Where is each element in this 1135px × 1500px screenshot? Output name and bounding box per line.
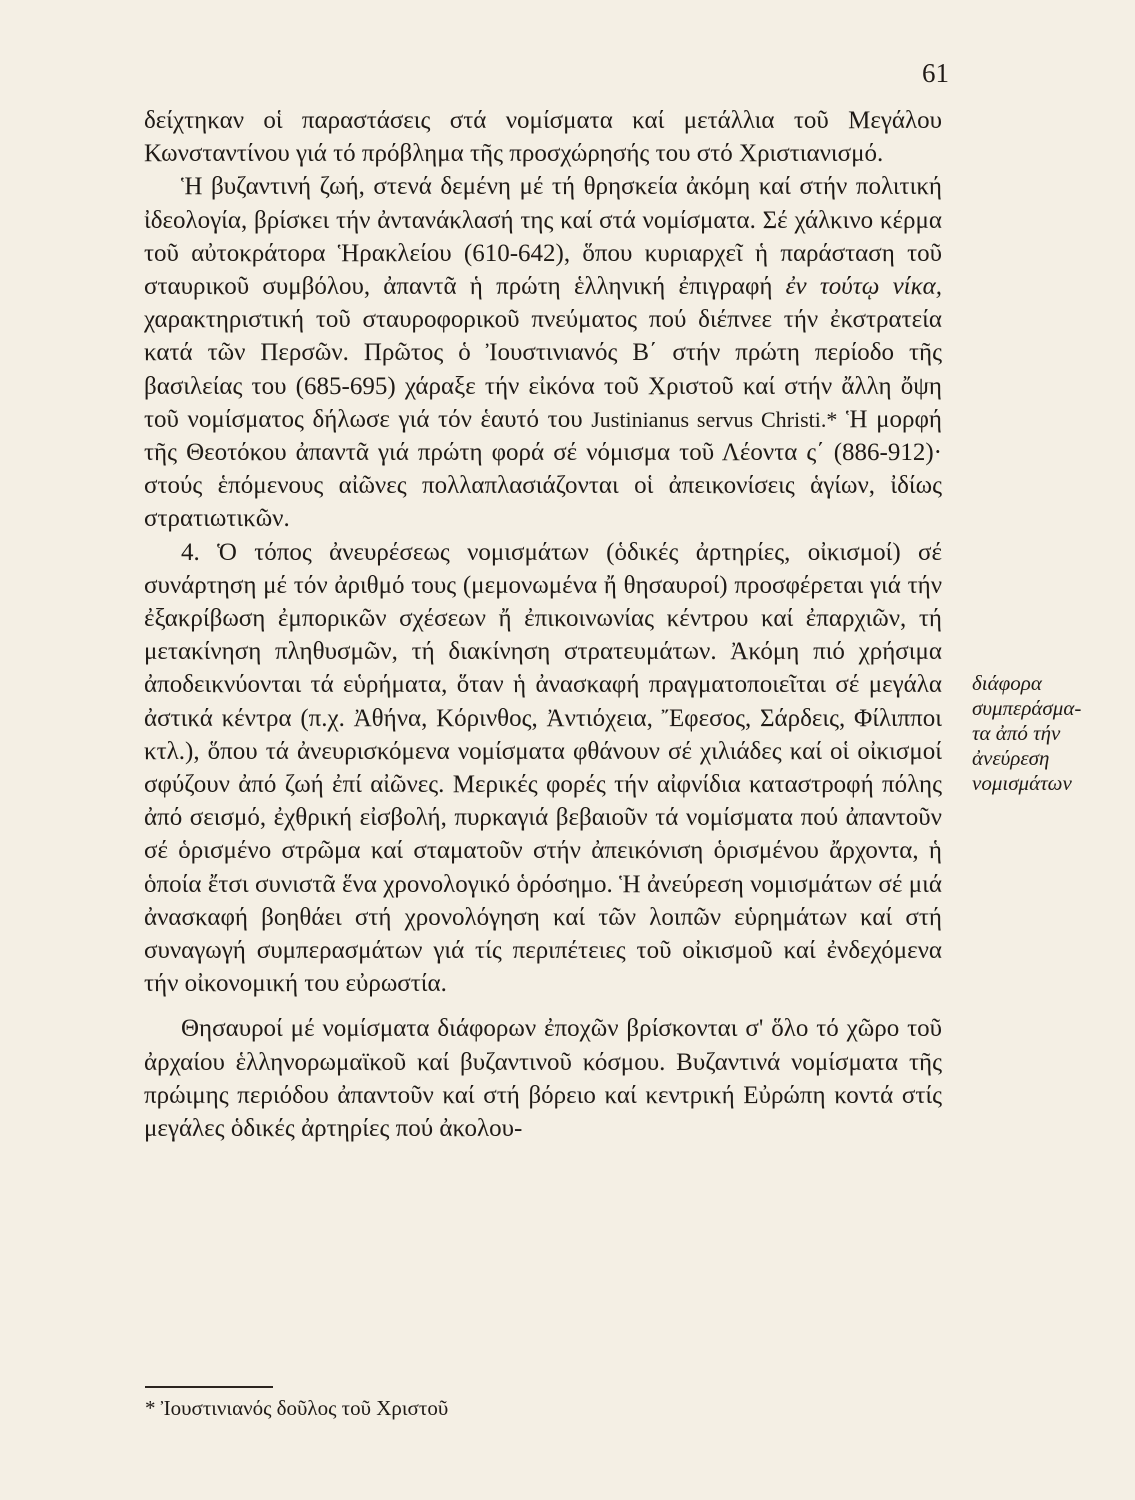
paragraph-2 <box>144 170 942 535</box>
paragraph-4: Θησαυροί μέ νομίσματα διάφορων ἐποχῶν βρίσκονται σ' ὅλο τό χῶρο τοῦ ἀρχαίου ἑλληνορωμαϊκοῦ καί βυζαντινοῦ κόσμου. Βυζαντινά νομίσματα τῆς πρώιμης περιόδου ἀπαντοῦν καί στή βόρειο καί κεντρική Εὐρώπη κοντά στίς μεγάλες ὁδικές ἀρτηρίες πού ἀκολου- <box>144 1015 942 1143</box>
margin-note-line: συμπεράσμα- <box>972 696 1082 720</box>
paragraph-2-text-2: χαρακτηριστική τοῦ σταυροφορικοῦ πνεύματος πού διέπνεε τήν ἐκστρατεία κατά τῶν Περσῶν. Πρῶτος ὁ Ἰουστινιανός Β΄ στήν πρώτη περίοδο τῆς βασιλείας του (685-695) χάραξε τήν εἰκόνα τοῦ Χριστοῦ καί στήν ἄλλη ὄψη τοῦ νομίσματος δήλωσε γιά τόν ἑαυτό του <box>144 306 942 433</box>
page-number: 61 <box>922 58 949 88</box>
latin-inscription: Justinianus servus Christi.* <box>591 406 838 432</box>
margin-note-line: διάφορα <box>972 671 1042 695</box>
footnote: * Ἰουστινιανός δοῦλος τοῦ Χριστοῦ <box>145 1396 449 1420</box>
margin-note-line: ἀνεύρεση <box>972 746 1050 770</box>
paragraph-1: δείχτηκαν οἱ παραστάσεις στά νομίσματα καί μετάλλια τοῦ Μεγάλου Κωνσταντίνου γιά τό πρόβλημα τῆς προσχώρησής του στό Χριστιανισμό. <box>144 107 942 168</box>
margin-note-line: νομισμάτων <box>972 771 1072 795</box>
paragraph-2-text-1: Ἡ βυζαντινή ζωή, στενά δεμένη μέ τή θρησκεία ἀκόμη καί στήν πολιτική ἰδεολογία, βρίσκει τήν ἀντανάκλασή της καί στά νομίσματα. Σέ χάλκινο κέρμα τοῦ αὐτοκράτορα Ἡρακλείου (610-642), ὅπου κυριαρχεῖ ἡ παράσταση τοῦ σταυρικοῦ συμβόλου, ἀπαντᾶ ἡ πρώτη ἑλληνική ἐπιγραφή <box>144 173 942 301</box>
margin-note <box>972 671 1104 796</box>
paragraph-2-text-3: Ἡ μορφή τῆς Θεοτόκου ἀπαντᾶ γιά πρώτη φορά σέ νόμισμα τοῦ Λέοντα ς΄ (886-912)· στούς ἑπόμενους αἰῶνες πολλαπλασιάζονται οἱ ἀπεικονίσεις ἁγίων, ἰδίως στρατιωτικῶν. <box>144 405 942 533</box>
margin-note-line: τα ἀπό τήν <box>972 721 1061 745</box>
italic-inscription: ἐν τούτῳ νίκα, <box>785 273 942 301</box>
paragraph-3: 4. Ὁ τόπος ἀνευρέσεως νομισμάτων (ὁδικές ἀρτηρίες, οἰκισμοί) σέ συνάρτηση μέ τόν ἀριθμό τους (μεμονωμένα ἤ θησαυροί) προσφέρεται γιά τήν ἐξακρίβωση ἐμπορικῶν σχέσεων ἤ ἐπικοινωνίας κέντρου καί ἐπαρχιῶν, τή μετακίνηση πληθυσμῶν, τή διακίνηση στρατευμάτων. Ἀκόμη πιό χρήσιμα ἀποδεικνύονται τά εὑρήματα, ὅταν ἡ ἀνασκαφή πραγματοποιεῖται σέ μεγάλα ἀστικά κέντρα (π.χ. Ἀθήνα, Κόρινθος, Ἀντιόχεια, Ἔφεσος, Σάρδεις, Φίλιπποι κτλ.), ὅπου τά ἀνευρισκόμενα νομίσματα φθάνουν σέ χιλιάδες καί οἱ οἰκισμοί σφύζουν ἀπό ζωή ἐπί αἰῶνες. Μερικές φορές τήν αἰφνίδια καταστροφή πόλης ἀπό σεισμό, ἐχθρική εἰσβολή, πυρκαγιά βεβαιοῦν τά νομίσματα πού ἀπαντοῦν σέ ὁρισμένο στρῶμα καί σταματοῦν στήν ἀπεικόνιση ὁρισμένου ἄρχοντα, ἡ ὁποία ἔτσι συνιστᾶ ἕνα χρονολογικό ὁρόσημο. Ἡ ἀνεύρεση νομισμάτων σέ μιά ἀνασκαφή βοηθάει στή χρονολόγηση καί τῶν λοιπῶν εὑρημάτων καί στή συναγωγή συμπερασμάτων γιά τίς περιπέτειες τοῦ οἰκισμοῦ καί ἐνδεχόμενα τήν οἰκονομική του εὐρωστία. <box>144 538 942 998</box>
main-text <box>144 104 942 1145</box>
footnote-divider <box>145 1386 273 1388</box>
